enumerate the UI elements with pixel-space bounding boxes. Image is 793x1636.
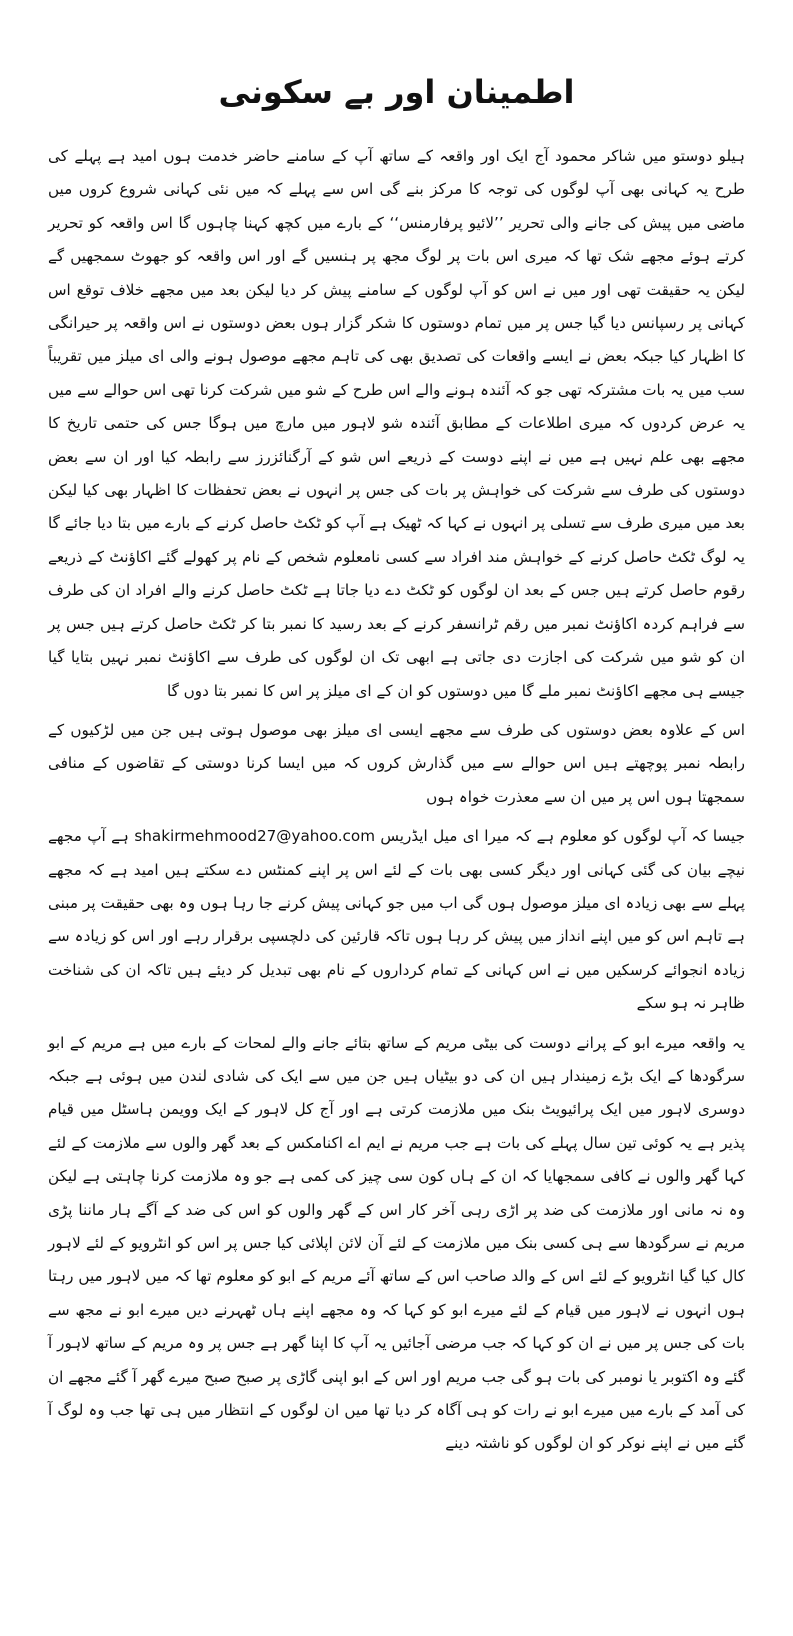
document-title: اطمینان اور بے سکونی — [218, 73, 575, 111]
document-body — [48, 140, 745, 1461]
paragraph-story-start: یہ واقعہ میرے ابو کے پرانے دوست کی بیٹی مریم کے ساتھ بتائے جانے والے لمحات کے بارے میں ہے مریم کے ابو سرگودھا کے ایک بڑے زمیندار ہیں ان کی دو بیٹیاں ہیں جن میں سے ایک کی شادی لندن میں ہوئی ہے جبکہ دوسری لاہور میں ایک پرائیویٹ بنک میں ملازمت کرتی ہے اور آج کل لاہور کے ایک وویمن ہاسٹل میں قیام پذیر ہے یہ کوئی تین سال پہلے کی بات ہے جب مریم نے ایم اے اکنامکس کے بعد گھر والوں سے ملازمت کے لئے کہا گھر والوں نے کافی سمجھایا کہ ان کے ہاں کون سی چیز کی کمی ہے جو وہ ملازمت کرنا چاہتی ہے لیکن وہ نہ مانی اور ملازمت کی ضد پر اڑی رہی آخر کار اس کے گھر والوں کو اس کی ضد کے آگے ہار ماننا پڑی مریم نے سرگودھا سے ہی کسی بنک میں ملازمت کے لئے آن لائن اپلائی کیا جس پر اس کو انٹرویو کے لئے لاہور کال کیا گیا انٹرویو کے لئے اس کے والد صاحب اس کے ساتھ آئے مریم کے ابو کو معلوم تھا کہ میں لاہور میں رہتا ہوں انہوں نے لاہور میں قیام کے لئے میرے ابو کو کہا کہ وہ مجھے اپنے ہاں ٹھہرنے دیں میرے ابو نے مجھ سے بات کی جس پر میں نے ان کو کہا کہ جب مرضی آجائیں یہ آپ کا اپنا گھر ہے جس پر وہ مریم کے ساتھ لاہور آ گئے وہ اکتوبر یا نومبر کی بات ہو گی جب مریم اور اس کے ابو اپنی گاڑی پر صبح صبح میرے گھر آ گئے مجھے ان کی آمد کے بارے میں میرے ابو نے رات کو ہی آگاہ کر دیا تھا میں ان لوگوں کے انتظار میں ہی تھا جب وہ لوگ آ گئے میں نے اپنے نوکر کو ان لوگوں کو ناشتہ دینے — [48, 1033, 745, 1453]
paragraph-intro: ہیلو دوستو میں شاکر محمود آج ایک اور واقعہ کے ساتھ آپ کے سامنے حاضر خدمت ہوں امید ہے پہلے کی طرح یہ کہانی بھی آپ لوگوں کی توجہ کا مرکز بنے گی اس سے پہلے کہ میں نئی کہانی شروع کروں میں ماضی میں پیش کی جانے والی تحریر ’’لائیو پرفارمنس‘‘ کے بارے میں کچھ کہنا چاہوں گا اس واقعہ کو تحریر کرتے ہوئے مجھے شک تھا کہ میری اس بات پر لوگ مجھ پر ہنسیں گے اور اس واقعہ کو جھوٹ سمجھیں گے لیکن یہ حقیقت تھی اور میں نے اس کو آپ لوگوں کے سامنے پیش کر دیا لیکن بعد میں مجھے خلاف توقع اس کہانی پر رسپانس دیا گیا جس پر میں تمام دوستوں کا شکر گزار ہوں بعض دوستوں نے اس واقعہ پر حیرانگی کا اظہار کیا جبکہ بعض نے ایسے واقعات کی تصدیق بھی کی تاہم مجھے موصول ہونے والی ای میلز میں تقریباً سب میں یہ بات مشترکہ تھی جو کہ آئندہ ہونے والے اس طرح کے شو میں شرکت کرنا تھی اس حوالے سے میں یہ عرض کردوں کہ میری اطلاعات کے مطابق آئندہ شو لاہور میں مارچ میں ہوگا جس کی حتمی تاریخ کا مجھے بھی علم نہیں ہے میں نے اپنے دوست کے ذریعے اس شو کے آرگنائزرز سے رابطہ کیا اور ان سے بعض دوستوں کی طرف سے شرکت کی خواہش پر بات کی جس پر انہوں نے بعض تحفظات کا اظہار بھی کیا لیکن بعد میں میری طرف سے تسلی پر انہوں نے کہا کہ ٹھیک ہے آپ کو ٹکٹ حاصل کرنے کے بارے میں بتا دیا جائے گا یہ لوگ ٹکٹ حاصل کرنے کے خواہش مند افراد سے کسی نامعلوم شخص کے نام پر کھولے گئے اکاؤنٹ کے ذریعے رقوم حاصل کرتے ہیں جس کے بعد ان لوگوں کو ٹکٹ دے دیا جاتا ہے ٹکٹ حاصل کرنے والے افراد ان کی طرف سے فراہم کردہ اکاؤنٹ نمبر میں رقم ٹرانسفر کرنے کے بعد رسید کا نمبر بتا کر ٹکٹ حاصل کرتے ہیں جس پر ان کو شو میں شرکت کی اجازت دی جاتی ہے ابھی تک ان لوگوں کی طرف سے اکاؤنٹ نمبر نہیں بتایا گیا جیسے ہی مجھے اکاؤنٹ نمبر ملے گا میں دوستوں کو ان کے ای میلز پر اس کا نمبر بتا دوں گا — [48, 147, 745, 700]
paragraph-email-address: جیسا کہ آپ لوگوں کو معلوم ہے کہ میرا ای میل ایڈریس shakirmehmood27@yahoo.com ہے آپ مجھے نیچے بیان کی گئی کہانی اور دیگر کسی بھی بات کے لئے اس پر اپنے کمنٹس دے سکتے ہیں امید ہے کہ مجھے پہلے سے بھی زیادہ ای میلز موصول ہوں گی اب میں جو کہانی پیش کرنے جا رہا ہوں وہ بھی حقیقت پر مبنی ہے تاہم اس کو میں اپنے انداز میں پیش کر رہا ہوں تاکہ قارئین کی دلچسپی برقرار رہے اور اس کو زیادہ سے زیادہ انجوائے کرسکیں میں نے اس کہانی کے تمام کرداروں کے نام بھی تبدیل کر دیئے ہیں تاکہ ان کی شناخت ظاہر نہ ہو سکے — [48, 827, 745, 1013]
paragraph-contact-request: اس کے علاوہ بعض دوستوں کی طرف سے مجھے ایسی ای میلز بھی موصول ہوتی ہیں جن میں لڑکیوں کے رابطہ نمبر پوچھتے ہیں اس حوالے سے میں گذارش کروں کہ میں ایسا کرنا دوستی کے تقاضوں کے منافی سمجھتا ہوں اس پر میں ان سے معذرت خواہ ہوں — [48, 720, 745, 806]
